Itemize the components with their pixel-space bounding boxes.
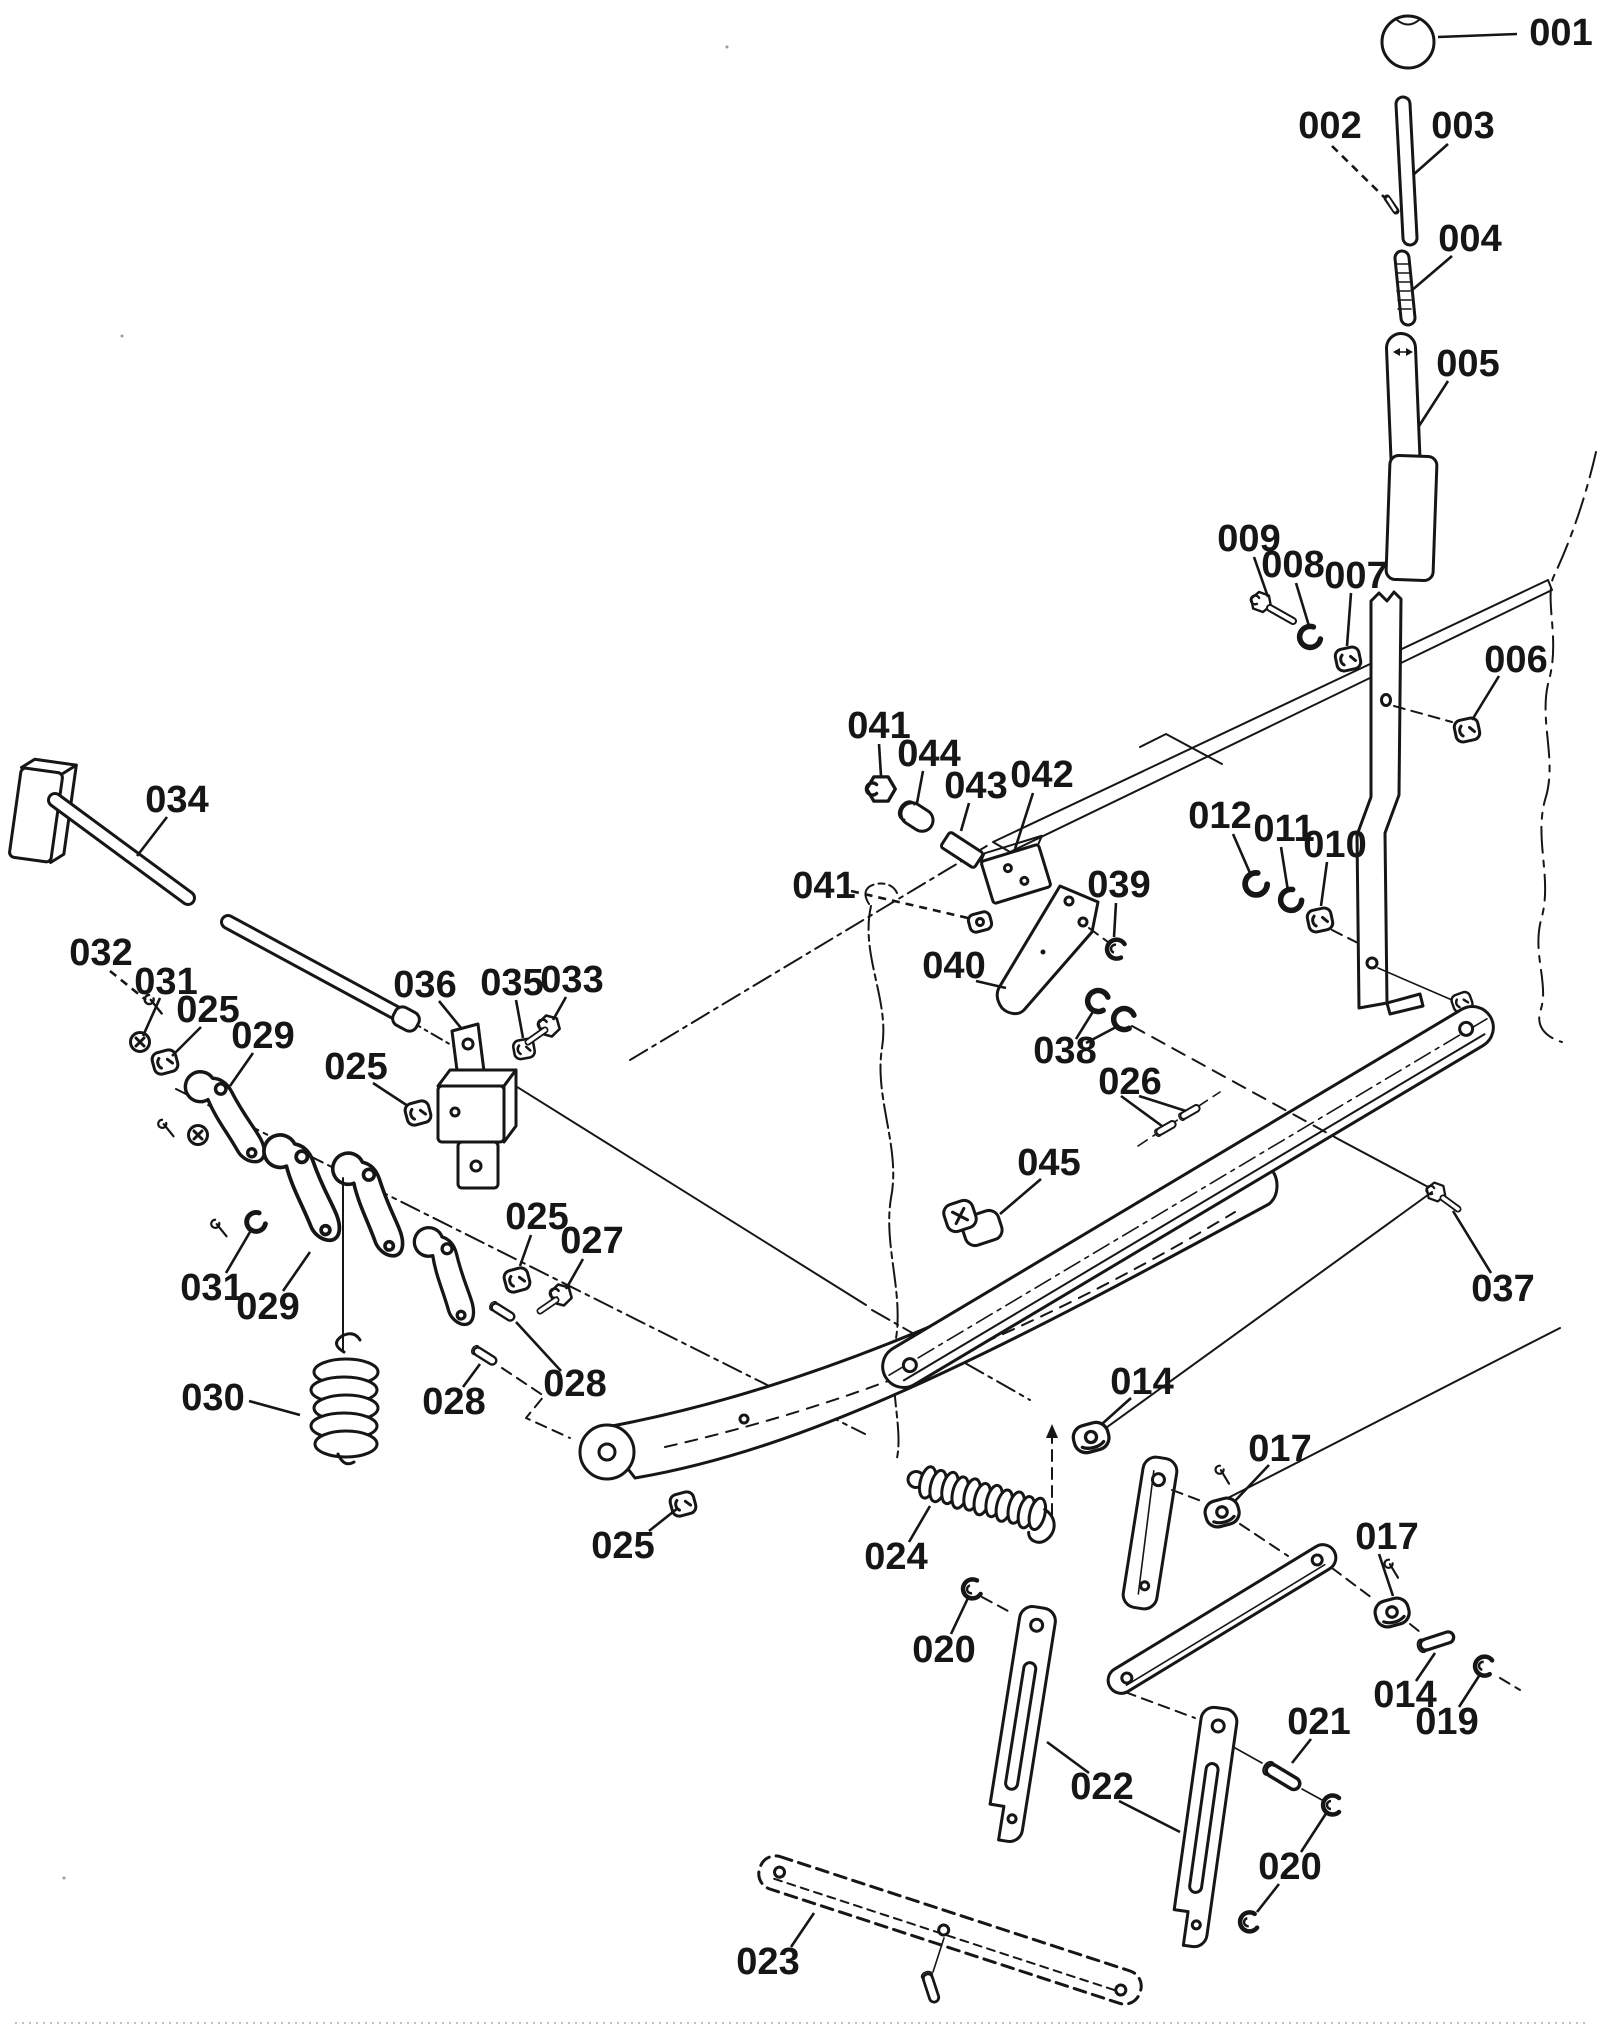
part-label-012 <box>1188 795 1251 873</box>
nut-025c <box>503 1266 532 1293</box>
svg-text:014: 014 <box>1110 1361 1174 1403</box>
svg-text:025: 025 <box>591 1525 655 1567</box>
part-label-011 <box>1253 808 1314 891</box>
bottom-bar-023 <box>755 1852 1146 2009</box>
part-label-033 <box>540 959 603 1020</box>
pin-026b <box>1177 1105 1198 1122</box>
clip-020b <box>1323 1796 1339 1815</box>
svg-text:033: 033 <box>540 959 604 1001</box>
part-label-039 <box>1087 864 1150 937</box>
clip-019 <box>1474 1655 1493 1676</box>
part-label-025 <box>172 989 240 1056</box>
svg-text:023: 023 <box>736 1941 800 1983</box>
svg-text:025: 025 <box>176 989 240 1031</box>
svg-text:026: 026 <box>1098 1061 1162 1103</box>
bolt-045 <box>941 1198 1004 1248</box>
part-label-029 <box>236 1252 310 1328</box>
svg-text:020: 020 <box>912 1629 976 1671</box>
part-label-022 <box>1047 1742 1180 1832</box>
svg-text:020: 020 <box>1258 1846 1322 1888</box>
svg-text:035: 035 <box>480 962 544 1004</box>
svg-text:041: 041 <box>792 865 856 907</box>
pin-below-023 <box>921 1970 940 1999</box>
svg-text:042: 042 <box>1010 754 1074 796</box>
svg-text:017: 017 <box>1355 1516 1419 1558</box>
part-label-028 <box>422 1364 485 1423</box>
nut-041a <box>866 777 895 801</box>
svg-text:028: 028 <box>422 1381 486 1423</box>
washer-031b <box>243 1210 267 1235</box>
svg-text:007: 007 <box>1324 555 1388 597</box>
svg-text:027: 027 <box>560 1220 624 1262</box>
svg-text:044: 044 <box>897 733 961 775</box>
part-label-025 <box>324 1046 408 1106</box>
rod-sleeve <box>1386 455 1437 581</box>
part-label-043 <box>944 765 1007 831</box>
svg-text:029: 029 <box>236 1286 300 1328</box>
part-label-020 <box>1257 1812 1327 1912</box>
trunnion-block-036 <box>438 1024 516 1188</box>
part-label-017 <box>1355 1516 1418 1596</box>
part-label-026 <box>1098 1061 1186 1126</box>
pin-021 <box>1261 1760 1297 1790</box>
clip-020c <box>1239 1911 1258 1932</box>
svg-text:006: 006 <box>1484 639 1548 681</box>
svg-text:043: 043 <box>944 765 1008 807</box>
lift-rail <box>875 999 1501 1396</box>
svg-text:019: 019 <box>1415 1701 1479 1743</box>
pin-028b <box>470 1344 495 1364</box>
frame-outline <box>630 452 1596 1458</box>
svg-text:045: 045 <box>1017 1142 1081 1184</box>
slotted-strap-right <box>1166 1705 1239 1952</box>
spring-024 <box>901 1462 1061 1545</box>
svg-text:031: 031 <box>134 961 198 1003</box>
center-hardware <box>866 777 1560 1500</box>
svg-text:022: 022 <box>1070 1766 1134 1808</box>
part-label-028 <box>516 1322 607 1405</box>
part-label-030 <box>181 1377 300 1419</box>
svg-text:037: 037 <box>1471 1268 1535 1310</box>
part-label-004 <box>1411 218 1502 291</box>
cam-arm-3 <box>327 1152 409 1256</box>
part-label-005 <box>1419 343 1500 426</box>
slotted-strap-left <box>981 1604 1057 1847</box>
svg-text:003: 003 <box>1431 105 1495 147</box>
washer-011 <box>1276 887 1304 915</box>
clip-020a <box>961 1578 981 1600</box>
svg-text:005: 005 <box>1436 343 1500 385</box>
bushing-044 <box>895 797 937 835</box>
part-label-001 <box>1438 12 1593 54</box>
svg-text:014: 014 <box>1373 1674 1437 1716</box>
svg-text:012: 012 <box>1188 795 1252 837</box>
svg-text:030: 030 <box>181 1377 245 1419</box>
washer-041b <box>967 910 993 933</box>
svg-text:008: 008 <box>1261 544 1325 586</box>
svg-text:021: 021 <box>1287 1701 1351 1743</box>
svg-text:025: 025 <box>324 1046 388 1088</box>
strap-link-014 <box>1121 1455 1178 1610</box>
part-label-035 <box>480 962 543 1038</box>
svg-text:040: 040 <box>922 945 986 987</box>
part-label-003 <box>1413 105 1495 175</box>
spring-030 <box>311 1334 378 1464</box>
bolt-033 <box>528 1014 562 1042</box>
svg-text:025: 025 <box>505 1196 569 1238</box>
part-label-025 <box>505 1196 568 1266</box>
svg-text:029: 029 <box>231 1015 295 1057</box>
cam-arm-4 <box>404 1226 485 1326</box>
part-label-002 <box>1298 105 1386 199</box>
bushing-014a <box>1071 1420 1112 1456</box>
washer-012 <box>1241 870 1270 899</box>
part-label-014 <box>1102 1361 1174 1424</box>
cam-arm-2 <box>261 1134 343 1240</box>
svg-text:031: 031 <box>180 1267 244 1309</box>
cam-arm-1 <box>184 1066 265 1168</box>
bushing-017b <box>1373 1595 1412 1629</box>
lever-flat-bar <box>1357 592 1401 1008</box>
svg-text:010: 010 <box>1303 824 1367 866</box>
pin-043 <box>940 832 983 869</box>
part-label-020 <box>912 1598 975 1671</box>
washer-031a <box>131 1033 150 1052</box>
nut-010 <box>1306 907 1334 934</box>
svg-text:004: 004 <box>1438 218 1502 260</box>
svg-text:039: 039 <box>1087 864 1151 906</box>
part-label-006 <box>1472 639 1548 720</box>
pin-028a <box>488 1300 513 1320</box>
part-label-034 <box>137 779 209 856</box>
part-label-017 <box>1234 1428 1312 1502</box>
part-label-040 <box>922 945 1006 988</box>
part-label-037 <box>1453 1211 1535 1310</box>
washer-038a <box>1085 988 1109 1014</box>
svg-text:017: 017 <box>1248 1428 1312 1470</box>
bolt-027 <box>540 1283 574 1311</box>
svg-text:011: 011 <box>1253 808 1315 850</box>
svg-text:024: 024 <box>864 1536 928 1578</box>
part-label-045 <box>1000 1142 1081 1214</box>
part-label-021 <box>1287 1701 1350 1763</box>
svg-text:001: 001 <box>1529 12 1593 54</box>
washer-008 <box>1296 624 1322 651</box>
part-label-025 <box>591 1508 678 1567</box>
svg-text:038: 038 <box>1033 1030 1097 1072</box>
svg-text:028: 028 <box>543 1363 607 1405</box>
nut-007 <box>1334 646 1362 673</box>
svg-text:034: 034 <box>145 779 209 821</box>
bushing-014b <box>1416 1631 1450 1653</box>
nut-025b <box>404 1099 433 1126</box>
part-label-027 <box>560 1220 623 1289</box>
svg-text:041: 041 <box>847 705 911 747</box>
svg-text:009: 009 <box>1217 518 1281 560</box>
part-label-023 <box>736 1913 814 1983</box>
part-label-029 <box>230 1015 295 1086</box>
nut-006 <box>1453 717 1481 744</box>
svg-text:032: 032 <box>69 932 133 974</box>
part-label-024 <box>864 1506 930 1578</box>
bracket-042 <box>979 836 1057 904</box>
svg-text:036: 036 <box>393 964 457 1006</box>
svg-text:002: 002 <box>1298 105 1362 147</box>
